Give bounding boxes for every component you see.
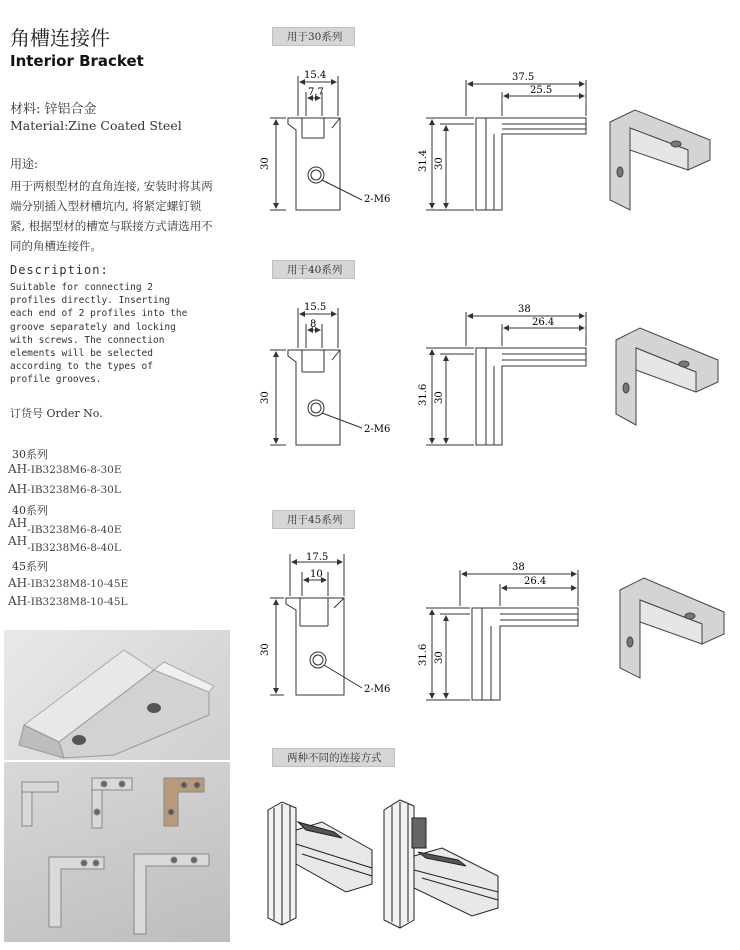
drawing-row-45 xyxy=(260,552,724,700)
dim-screw: 2-M6 xyxy=(364,194,391,205)
product-photo-closeup xyxy=(4,630,230,760)
dim-side-inner: 26.4 xyxy=(524,576,547,587)
title-chinese: 角槽连接件 xyxy=(10,26,110,50)
series-45-label: 45系列 xyxy=(12,560,48,573)
connection-illustration xyxy=(262,780,502,930)
usage-heading: 用途: xyxy=(10,157,39,171)
dim-side-width: 38 xyxy=(518,304,531,315)
order-code-45e: AH-IB3238M8-10-45E xyxy=(8,576,129,590)
dim-screw: 2-M6 xyxy=(364,684,391,695)
order-code-30e: AH-IB3238M6-8-30E xyxy=(8,462,122,476)
drawing-row-30 xyxy=(260,70,710,210)
section-tag-30: 用于30系列 xyxy=(272,27,355,46)
dim-height: 30 xyxy=(260,157,271,170)
technical-drawings xyxy=(240,60,740,740)
dim-inner-width: 7.7 xyxy=(308,87,324,98)
series-40-label: 40系列 xyxy=(12,504,48,517)
product-photo-variants xyxy=(4,762,230,942)
material-english: Material:Zine Coated Steel xyxy=(10,118,182,133)
description-heading: Description: xyxy=(10,263,109,277)
order-code-40l: AH-IB3238M6-8-40L xyxy=(8,534,121,554)
dim-outer-width: 15.5 xyxy=(304,302,327,313)
section-tag-45: 用于45系列 xyxy=(272,510,355,529)
section-tag-connection: 两种不同的连接方式 xyxy=(272,748,395,767)
dim-inner-width: 10 xyxy=(310,569,323,580)
dim-side-height-2: 30 xyxy=(434,391,445,404)
usage-text: 用于两根型材的直角连接, 安装时将其两端分别插入型材槽坑内, 将紧定螺钉锁紧, 根据型材的槽宽与联接方式请选用不同的角槽连接件。 xyxy=(10,179,213,253)
dim-side-height-2: 30 xyxy=(434,157,445,170)
order-code-40e: AH-IB3238M6-8-40E xyxy=(8,516,122,536)
dim-screw: 2-M6 xyxy=(364,424,391,435)
dim-side-height: 31.6 xyxy=(418,643,429,666)
dim-height: 30 xyxy=(260,643,271,656)
dim-side-height: 31.6 xyxy=(418,383,429,406)
drawing-row-40 xyxy=(260,302,718,445)
order-code-30l: AH-IB3238M6-8-30L xyxy=(8,482,121,496)
order-label: 订货号 Order No. xyxy=(10,407,103,420)
dim-side-height: 31.4 xyxy=(418,149,429,172)
section-tag-40: 用于40系列 xyxy=(272,260,355,279)
dim-outer-width: 17.5 xyxy=(306,552,329,563)
dim-inner-width: 8 xyxy=(310,319,317,330)
material-chinese: 材料: 锌铝合金 xyxy=(10,102,97,117)
dim-outer-width: 15.4 xyxy=(304,70,327,81)
title-english: Interior Bracket xyxy=(10,52,144,70)
dim-side-height-2: 30 xyxy=(434,651,445,664)
dim-side-width: 37.5 xyxy=(512,72,535,83)
dim-side-inner: 26.4 xyxy=(532,317,555,328)
series-30-label: 30系列 xyxy=(12,448,48,461)
dim-height: 30 xyxy=(260,391,271,404)
dim-side-width: 38 xyxy=(512,562,525,573)
dim-side-inner: 25.5 xyxy=(530,85,553,96)
order-code-45l: AH-IB3238M8-10-45L xyxy=(8,594,128,608)
description-text: Suitable for connecting 2 profiles directly. Inserting each end of 2 profiles into the groove separately and locking with screws. The connection elements will be selected according to the types of profile grooves. xyxy=(10,282,188,386)
